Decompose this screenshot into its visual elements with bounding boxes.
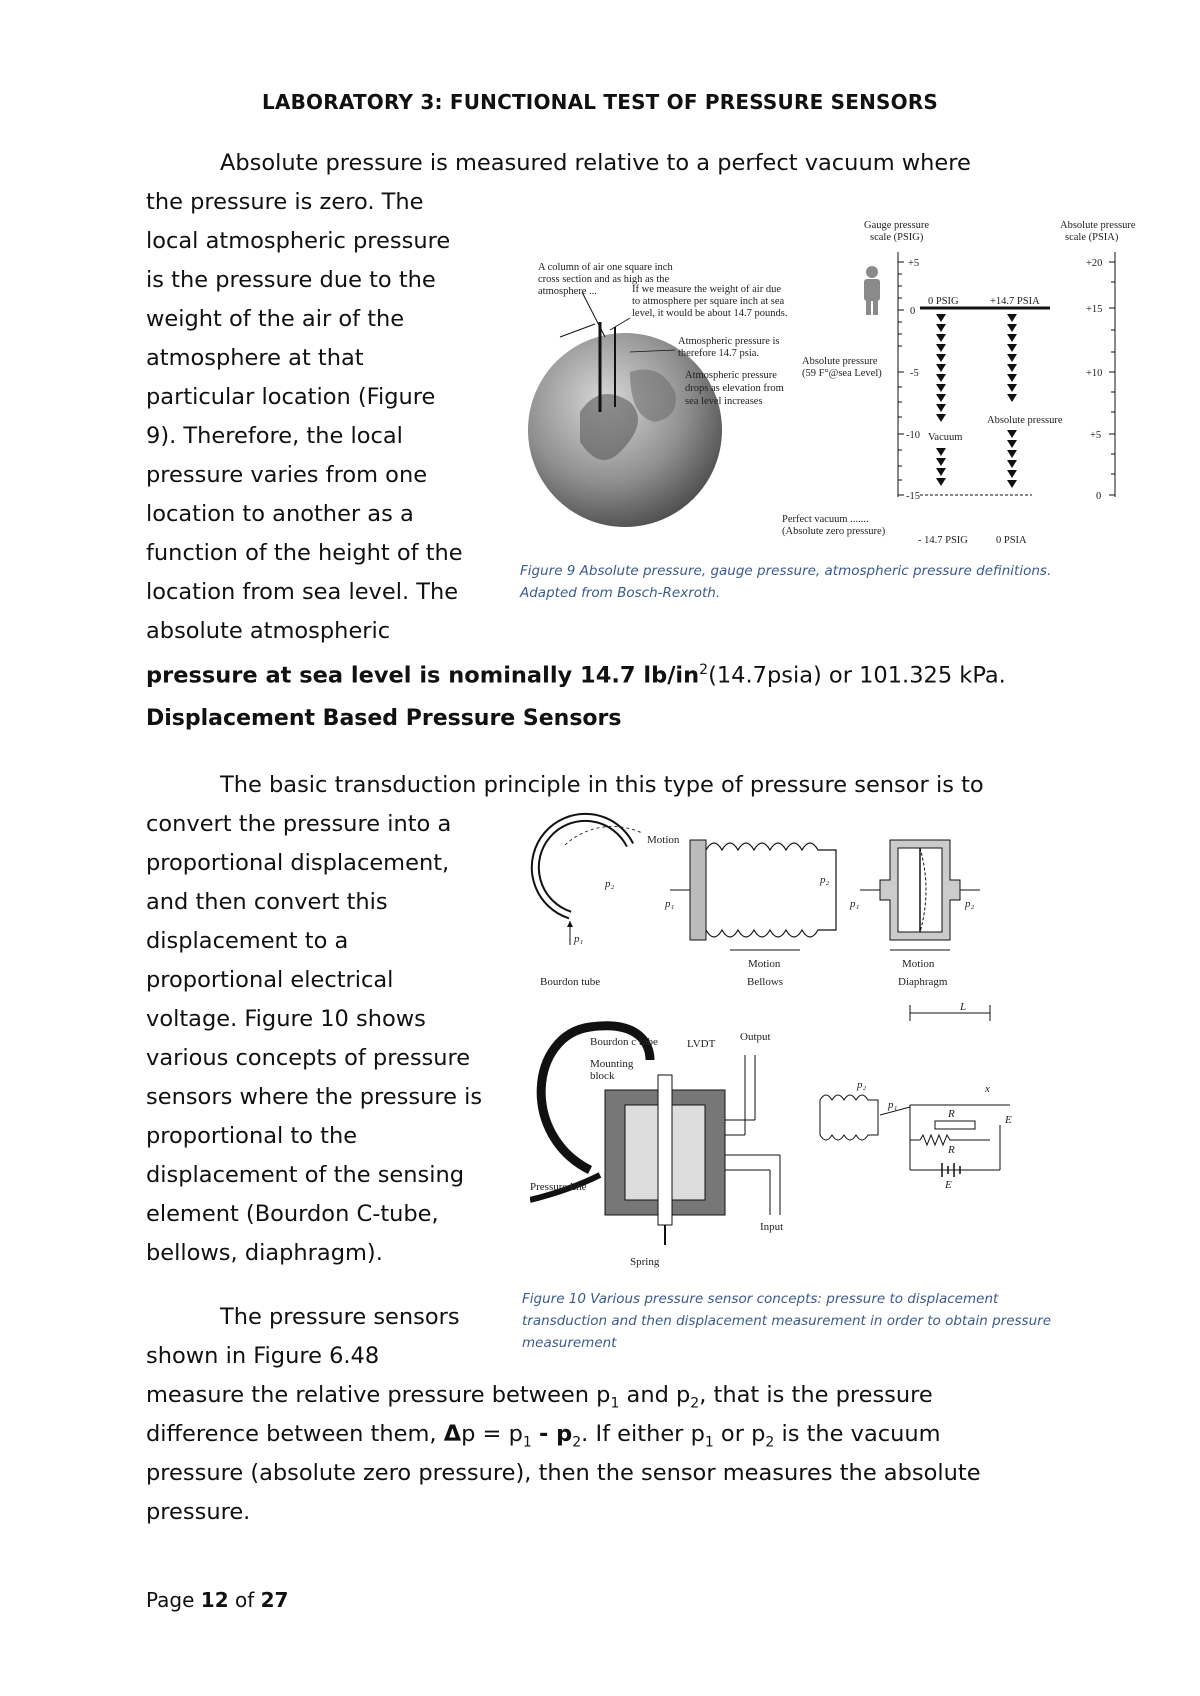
label-bourdon: Bourdon tube <box>540 976 601 988</box>
paragraph-line: function of the height of the <box>146 540 463 566</box>
gauge-tick-label: -10 <box>906 430 920 441</box>
figure-9-caption <box>520 560 1051 604</box>
gauge-scale-title: Gauge pressure <box>864 220 930 231</box>
paragraph-line: shown in Figure 6.48 <box>146 1343 380 1369</box>
fig9-note: Perfect vacuum ....... <box>782 514 869 525</box>
caption-line: transduction and then displacement measurement in order to obtain pressure <box>522 1313 1052 1329</box>
abs-tick-label: +20 <box>1086 258 1103 269</box>
label-p1: p₁ <box>850 898 860 910</box>
abs-tick-label: +10 <box>1086 368 1103 379</box>
fig9-note: (Absolute zero pressure) <box>782 526 886 537</box>
paragraph-line: The basic transduction principle in this type of pressure sensor is to <box>220 772 984 798</box>
label-p2: p₂ <box>965 898 975 910</box>
fig9-note: (59 F°@sea Level) <box>802 368 882 379</box>
lvdt-core <box>658 1075 672 1225</box>
paragraph-line: location to another as a <box>146 501 414 527</box>
arrow-head <box>567 921 573 927</box>
fig9-note: Atmospheric pressure is <box>678 336 780 347</box>
paragraph-line: absolute atmospheric <box>146 618 391 644</box>
label-diaphragm: Diaphragm <box>898 976 948 988</box>
label-p2: p₂ <box>820 874 830 886</box>
paragraph-line: voltage. Figure 10 shows <box>146 1006 426 1032</box>
label-Ei: E <box>945 1179 952 1191</box>
gauge-scale-title: scale (PSIG) <box>870 232 924 243</box>
paragraph-line: proportional displacement, <box>146 850 450 876</box>
fig9-note: therefore 14.7 psia. <box>678 348 760 359</box>
gauge-tick-label: +5 <box>908 258 920 269</box>
label-vacuum: Vacuum <box>928 432 963 443</box>
page-total: 27 <box>260 1588 289 1612</box>
caption-line: Adapted from Bosch-Rexroth. <box>520 585 721 601</box>
label-lvdt: LVDT <box>687 1038 716 1050</box>
abs-tick-label: +5 <box>1090 430 1102 441</box>
fig9-note: drops as elevation from <box>685 383 784 394</box>
text-run <box>532 1421 539 1447</box>
pointer-line <box>582 292 605 337</box>
paragraph-line: convert the pressure into a <box>146 811 452 837</box>
label-input: Input <box>760 1221 784 1233</box>
paragraph-line: local atmospheric pressure <box>146 228 451 254</box>
label-motion: Motion <box>647 834 680 846</box>
subscript: 1 <box>704 1434 714 1451</box>
label-motion: Motion <box>748 958 781 970</box>
paragraph-line: bellows, diaphragm). <box>146 1240 383 1266</box>
paragraph-line: 9). Therefore, the local <box>146 423 403 449</box>
gauge-tick-label: 0 <box>910 306 916 317</box>
text-run-bold: - p <box>538 1421 573 1447</box>
label-L: L <box>960 1001 967 1013</box>
pointer-line <box>560 324 595 337</box>
abs-arrow-stack <box>1007 314 1017 488</box>
paragraph-line: pressure (absolute zero pressure), then the sensor measures the absolute <box>146 1460 981 1486</box>
label-x: x <box>985 1083 990 1095</box>
paragraph-line: The pressure sensors <box>220 1304 460 1330</box>
paragraph-line: is the pressure due to the <box>146 267 436 293</box>
subscript: 1 <box>522 1434 532 1451</box>
paragraph-line: element (Bourdon C-tube, <box>146 1201 439 1227</box>
paragraph-line: Absolute pressure is measured relative to a perfect vacuum where <box>220 150 971 176</box>
label-bourdon-c: Bourdon c tube <box>590 1036 658 1048</box>
label-p2: p₂ <box>857 1079 867 1091</box>
label-motion: Motion <box>902 958 935 970</box>
fig9-note: sea level increases <box>685 396 763 407</box>
text-run: and p <box>619 1382 691 1408</box>
superscript: 2 <box>699 662 709 678</box>
delta-symbol: Δ <box>443 1421 462 1447</box>
subscript: 2 <box>690 1395 700 1412</box>
footer-text: of <box>228 1588 261 1612</box>
label-Eo: E <box>1005 1114 1012 1126</box>
section-heading: Displacement Based Pressure Sensors <box>146 706 622 731</box>
text-run: . If either p <box>581 1421 705 1447</box>
label-p1: p₁ <box>574 933 584 945</box>
figure-9-diagram <box>520 212 1140 557</box>
label-bellows: Bellows <box>747 976 784 988</box>
gauge-tick-label: -15 <box>906 491 920 502</box>
resistor-rc <box>935 1121 975 1129</box>
text-run: , that is the pressure <box>699 1382 933 1408</box>
text-run: measure the relative pressure between p <box>146 1382 611 1408</box>
label-mounting: Mounting <box>590 1058 634 1070</box>
paragraph-line: various concepts of pressure <box>146 1045 471 1071</box>
caption-line: Figure 10 Various pressure sensor concepts: pressure to displacement <box>522 1291 999 1307</box>
fig9-note: level, it would be about 14.7 pounds. <box>632 308 788 319</box>
paragraph-line: the pressure is zero. The <box>146 189 424 215</box>
abs-scale-title: Absolute pressure <box>1060 220 1136 231</box>
fig9-note: to atmosphere per square inch at sea <box>632 296 785 307</box>
label-output: Output <box>740 1031 771 1043</box>
label-abs-pressure: Absolute pressure <box>987 415 1063 426</box>
caption-line: Figure 9 Absolute pressure, gauge pressure, atmospheric pressure definitions. <box>520 563 1052 579</box>
footer-text: Page <box>146 1588 201 1612</box>
bold-fact: pressure at sea level is nominally 14.7 lb/in <box>146 662 700 689</box>
label-p1: p₁ <box>888 1099 898 1111</box>
paragraph-line: sensors where the pressure is <box>146 1084 483 1110</box>
abs-scale-title: scale (PSIA) <box>1065 232 1119 243</box>
fig9-note: Absolute pressure <box>802 356 878 367</box>
paragraph-line: and then convert this <box>146 889 388 915</box>
person-icon <box>864 266 880 315</box>
label-neg147: - 14.7 PSIG <box>918 535 968 546</box>
subscript: 2 <box>765 1434 775 1451</box>
figure-10-caption <box>522 1288 1051 1354</box>
pointer-line <box>610 318 630 330</box>
page-number: 12 <box>200 1588 229 1612</box>
label-0psia: 0 PSIA <box>996 535 1027 546</box>
fig9-note: Atmospheric pressure <box>685 370 777 381</box>
paragraph-line: proportional electrical <box>146 967 394 993</box>
paragraph-line: displacement to a <box>146 928 349 954</box>
paragraph-line: atmosphere at that <box>146 345 364 371</box>
fig9-note: atmosphere ... <box>538 286 597 297</box>
gauge-arrow-stack <box>936 314 946 486</box>
fig9-note: A column of air one square inch <box>538 262 673 273</box>
bellows-flange <box>690 840 706 940</box>
label-Rc: R <box>948 1108 955 1120</box>
label-pressure-line: Pressure line <box>530 1181 587 1193</box>
label-RL: R <box>948 1144 955 1156</box>
page-title: LABORATORY 3: FUNCTIONAL TEST OF PRESSURE SENSORS <box>261 90 939 114</box>
caption-line: measurement <box>522 1335 617 1351</box>
label-147psia: +14.7 PSIA <box>990 296 1040 307</box>
paragraph-line: particular location (Figure <box>146 384 436 410</box>
fig9-note: If we measure the weight of air due <box>632 284 781 295</box>
subscript: 1 <box>610 1395 620 1412</box>
text-run: is the vacuum <box>774 1421 941 1447</box>
label-p2: p₂ <box>605 878 615 890</box>
text-run: p = p <box>461 1421 523 1447</box>
bellows-shape <box>706 843 836 937</box>
abs-tick-label: 0 <box>1096 491 1102 502</box>
paragraph-line: pressure varies from one <box>146 462 428 488</box>
paragraph-line: proportional to the <box>146 1123 358 1149</box>
paragraph-line: pressure. <box>146 1499 251 1525</box>
text-run: or p <box>713 1421 766 1447</box>
circuit-bellows <box>820 1095 878 1140</box>
label-spring: Spring <box>630 1256 660 1268</box>
subscript: 2 <box>572 1434 582 1451</box>
pressure-values: (14.7psia) or 101.325 kPa. <box>708 662 1006 689</box>
paragraph-line-last <box>146 650 1006 696</box>
paragraph-line: displacement of the sensing <box>146 1162 465 1188</box>
page-footer <box>146 1580 288 1620</box>
figure-10-diagram <box>530 805 1100 1275</box>
text-run: difference between them, <box>146 1421 444 1447</box>
abs-tick-label: +15 <box>1086 304 1103 315</box>
label-0psig: 0 PSIG <box>928 296 959 307</box>
gauge-tick-label: -5 <box>910 368 919 379</box>
paragraph-line: weight of the air of the <box>146 306 405 332</box>
fig9-note: cross section and as high as the <box>538 274 670 285</box>
label-p1: p₁ <box>665 898 675 910</box>
label-block: block <box>590 1070 615 1082</box>
paragraph-line: location from sea level. The <box>146 579 459 605</box>
